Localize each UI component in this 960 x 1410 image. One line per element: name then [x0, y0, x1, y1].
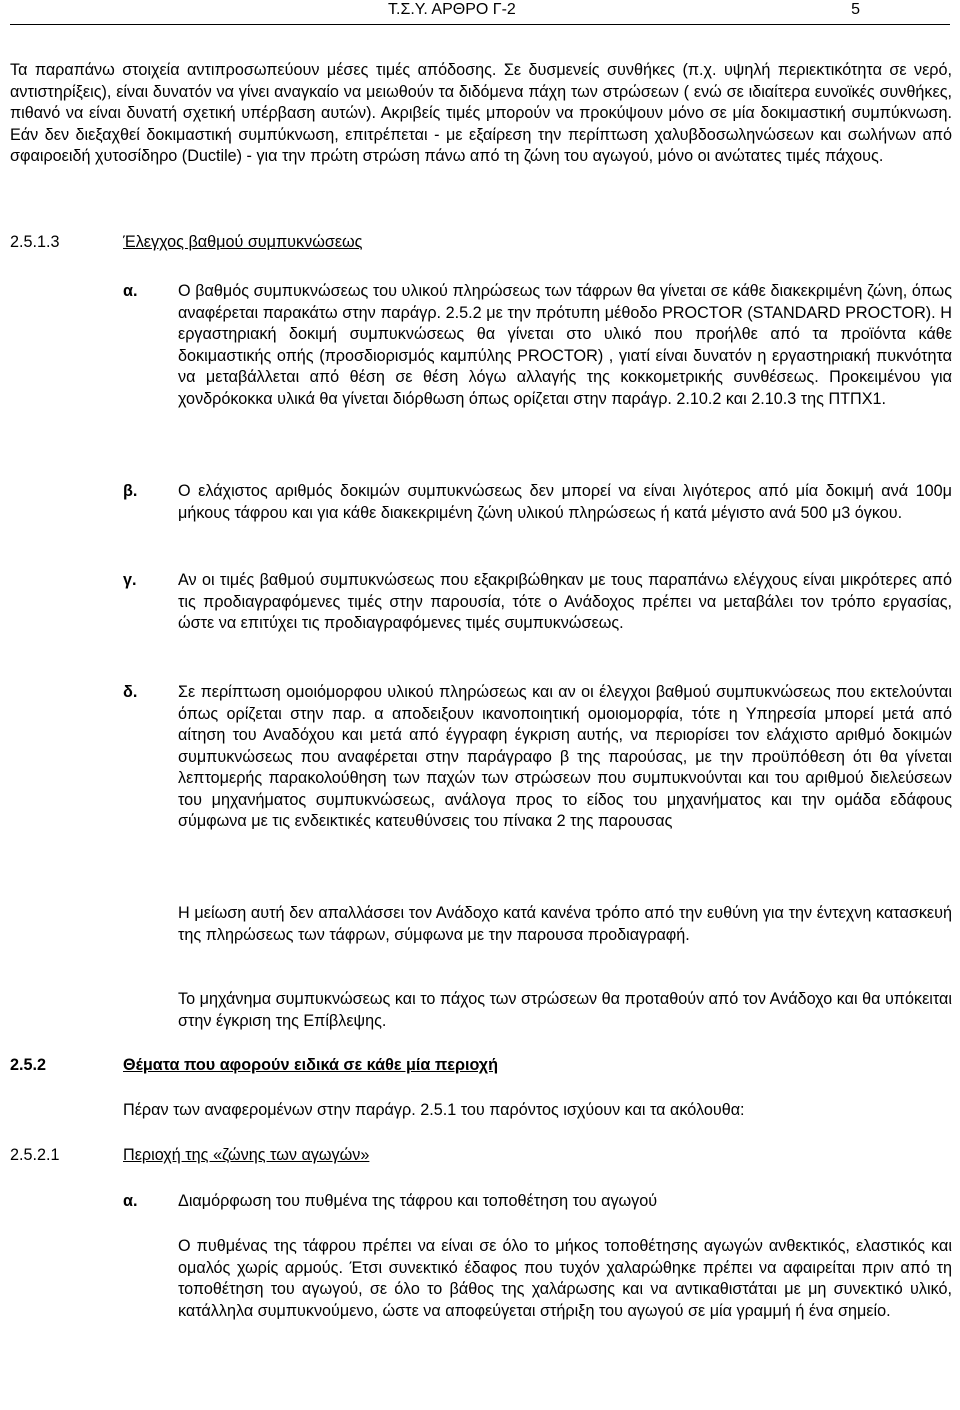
- section-title-2521: Περιοχή της «ζώνης των αγωγών»: [123, 1146, 370, 1164]
- item-text-d-para2: Η μείωση αυτή δεν απαλλάσσει τον Ανάδοχο κατά κανένα τρόπο από την ευθύνη για την έντεχνη κατασκευή της πληρώσεως των τάφρων, σύμφωνα με την παρουσα προδιαγραφή.: [178, 904, 952, 944]
- item-text-b: Ο ελάχιστος αριθμός δοκιμών συμπυκνώσεως δεν μπορεί να είναι λιγότερος από μία δοκιμή ανά 100μ μήκους τάφρου και για κάθε διακεκριμένη ζώνη υλικού πληρώσεως ή κατά μέγιστο ανά 500 μ3 όγκου.: [178, 482, 952, 522]
- header-title: Τ.Σ.Υ. ΑΡΘΡΟ Γ-2: [388, 1, 516, 18]
- item-title-2521-a: Διαμόρφωση του πυθμένα της τάφρου και τοποθέτηση του αγωγού: [178, 1192, 658, 1210]
- item-label-c: γ.: [123, 571, 137, 589]
- section-title-252: Θέματα που αφορούν ειδικά σε κάθε μία περιοχή: [123, 1056, 498, 1074]
- item-text-d-para3: Το μηχάνημα συμπυκνώσεως και το πάχος των στρώσεων θα προταθούν από τον Ανάδοχο και θα υπόκειται στην έγκριση της Επίβλεψης.: [178, 990, 952, 1030]
- page-number: 5: [851, 1, 860, 18]
- section-number-252: 2.5.2: [10, 1056, 47, 1074]
- section-title: Έλεγχος βαθμού συμπυκνώσεως: [123, 233, 363, 251]
- section-number: 2.5.1.3: [10, 233, 60, 251]
- item-text-2521-a: Ο πυθμένας της τάφρου πρέπει να είναι σε όλο το μήκος τοποθέτησης αγωγών ανθεκτικός, ελαστικός και ομαλός χωρίς αρμούς. Έτσι συνεκτικό έδαφος που τυχόν χαλαρώθηκε πρέπει να αφαιρείται πριν από τη τοποθέτηση του αγωγού, σε όλο το βάθος της χαλάρωσης και να αντικαθιστάται με μη συνεκτικό υλικό, κατάλληλα συμπυκνούμενο, ώστε να αποφεύγεται στήριξη του αγωγού σε μία γραμμή ή ένα σημείο.: [178, 1237, 952, 1320]
- page-header: [10, 0, 950, 25]
- item-text-d: Σε περίπτωση ομοιόμορφου υλικού πληρώσεως και αν οι έλεγχοι βαθμού συμπυκνώσεως που εκτελούνται όπως ορίζεται στην παρ. α αποδειξουν ικανοποιητική ομοιομορφία, τότε η Υπηρεσία μπορεί μετά από αίτηση του Αναδόχου και μετά από έγγραφη έγκριση αυτής, να περιορίσει τον ελάχιστο αριθμό δοκιμών συμπυκνώσεως που αναφέρεται στην παράγραφο β της παρούσας, με την προϋπόθεση ότι θα γίνεται λεπτομερής παρακολούθηση των παχών των στρώσεων που συμπυκνούνται και του αριθμού διελεύσεων του μηχανήματος συμπυκνώσεως, ανάλογα προς το είδος του μηχανήματος και την ομάδα εδάφους σύμφωνα με τις ενδεικτικές κατευθύνσεις του πίνακα 2 της παρουσας: [178, 683, 952, 830]
- section-text-252: Πέραν των αναφερομένων στην παράγρ. 2.5.1 του παρόντος ισχύουν και τα ακόλουθα:: [123, 1101, 745, 1119]
- section-number-2521: 2.5.2.1: [10, 1146, 60, 1164]
- item-label-d: δ.: [123, 683, 138, 701]
- item-label-b: β.: [123, 482, 138, 500]
- intro-paragraph: Τα παραπάνω στοιχεία αντιπροσωπεύουν μέσες τιμές απόδοσης. Σε δυσμενείς συνθήκες (π.χ. υψηλή περιεκτικότητα σε νερό, αντιστηρίξεις), είναι δυνατόν να γίνει αναγκαίο να μειωθούν τα διδόμενα πάχη των στρώσεων ( ενώ σε ιδιαίτερα ευνοϊκές συνθήκες, πιθανό να είναι δυνατή σχετική υπέρβαση αυτών). Ακριβείς τιμές μπορούν να προκύψουν μόνο σε μία δοκιμαστική συμπύκνωση. Εάν δεν διεξαχθεί δοκιμαστική συμπύκνωση, επιτρέπεται - με εξαίρεση την περίπτωση χαλυβδοσωληνώσεων και σωλήνων από σφαιροειδή χυτοσίδηρο (Ductile) - για την πρώτη στρώση πάνω από τη ζώνη του αγωγού, μόνο οι ανώτατες τιμές πάχους.: [10, 61, 952, 165]
- item-text-a: Ο βαθμός συμπυκνώσεως του υλικού πληρώσεως των τάφρων θα γίνεται σε κάθε διακεκριμένη ζώνη, όπως αναφέρεται παρακάτω στην παράγρ. 2.5.2 με την πρότυπη μέθοδο PROCTOR (STANDARD PROCTOR). Η εργαστηριακή δοκιμή συμπυκνώσεως θα γίνεται στο υλικό που προήλθε από τα προϊόντα κάθε δοκιμαστικής οπής (προσδιορισμός καμπύλης PROCTOR) , γιατί είναι δυνατόν η εργαστηριακή πυκνότητα να μεταβάλλεται από θέση σε θέση λόγω αλλαγής της κοκκομετρικής συνθέσεως. Προκειμένου για χονδρόκοκκα υλικά θα γίνεται διόρθωση όπως ορίζεται στην παράγρ. 2.10.2 και 2.10.3 της ΠΤΠΧ1.: [178, 282, 952, 408]
- item-text-c: Αν οι τιμές βαθμού συμπυκνώσεως που εξακριβώθηκαν με τους παραπάνω ελέγχους είναι μικρότερες από τις προδιαγραφόμενες τιμές στην παρουσία, τότε ο Ανάδοχος πρέπει να μεταβάλει τον τρόπο εργασίας, ώστε να επιτύχει τις προδιαγραφόμενες τιμές συμπυκνώσεως.: [178, 571, 952, 632]
- item-label-a: α.: [123, 282, 138, 300]
- item-label-2521-a: α.: [123, 1192, 138, 1210]
